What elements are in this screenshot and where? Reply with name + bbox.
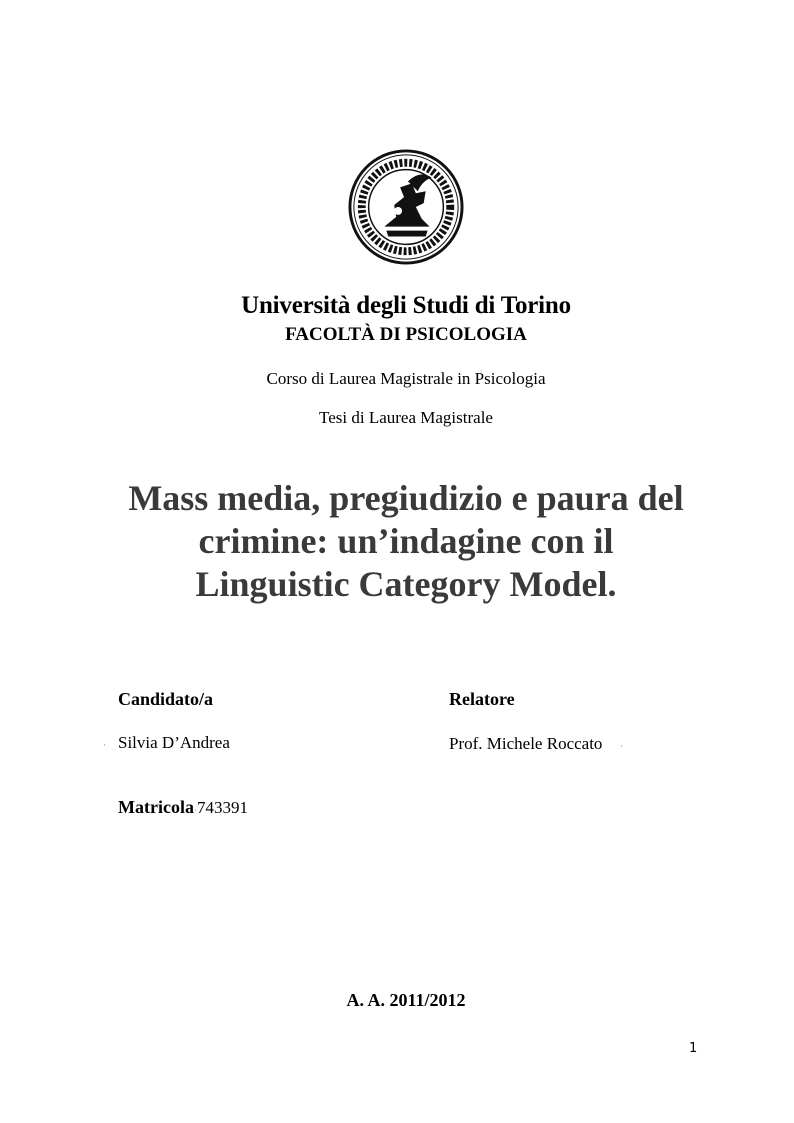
university-name: Università degli Studi di Torino [241,292,571,319]
matricola-label: Matricola [118,797,194,817]
matricola-number: 743391 [196,798,248,817]
thesis-title [90,477,722,606]
thesis-title-line-3: Linguistic Category Model. [195,564,617,604]
page-number: 1 [689,1041,698,1056]
candidate-label: Candidato/a [118,689,214,709]
academic-year: A. A. 2011/2012 [346,990,466,1010]
thesis-title-line-2: crimine: un’indagine con il [198,521,614,561]
matricola [118,797,248,818]
paragraph-mark: · [193,805,197,815]
paragraph-mark: · [620,741,623,751]
faculty-name: FACOLTÀ DI PSICOLOGIA [285,324,527,345]
advisor-name: Prof. Michele Roccato [449,734,603,753]
course-name: Corso di Laurea Magistrale in Psicologia [266,369,546,388]
paragraph-mark: · [103,740,106,750]
university-seal-icon [347,148,465,266]
thesis-type: Tesi di Laurea Magistrale [319,408,493,427]
thesis-title-line-1: Mass media, pregiudizio e paura del [128,478,684,518]
candidate-name: Silvia D’Andrea [118,733,230,752]
advisor-label: Relatore [449,689,515,709]
